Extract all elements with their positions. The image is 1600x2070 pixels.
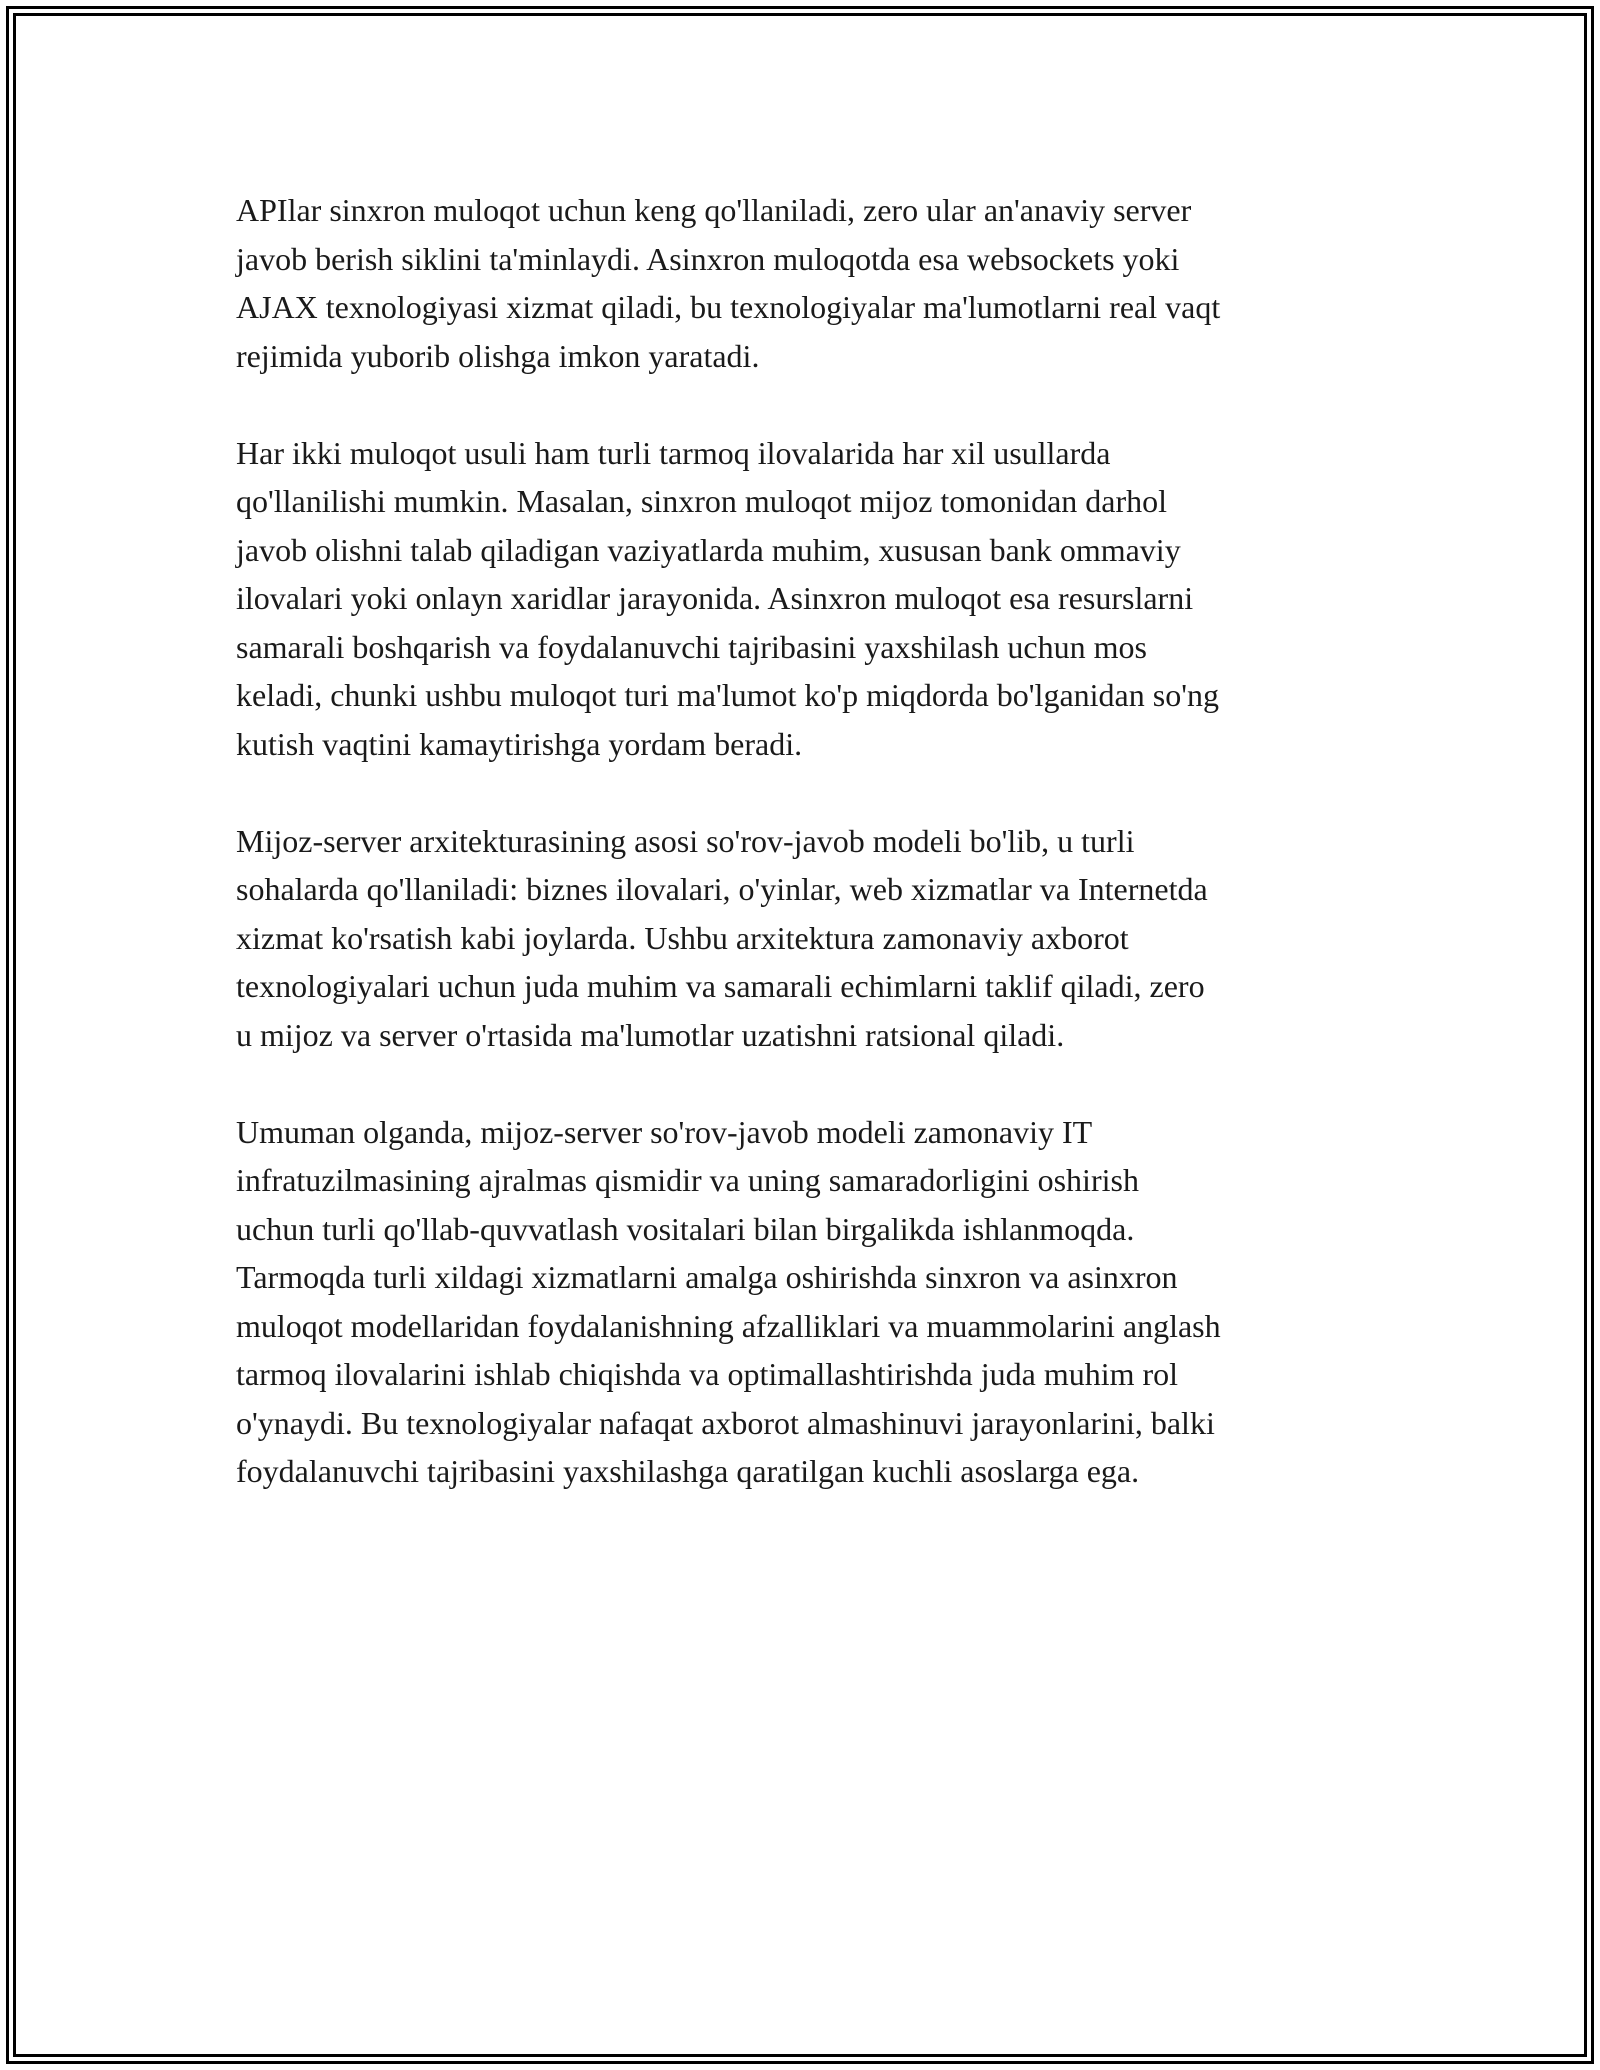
document-body: [236, 186, 1376, 1544]
text-line: ilovalari yoki onlayn xaridlar jarayonida. Asinxron muloqot esa resurslarni: [236, 580, 1194, 616]
text-line: javob berish siklini ta'minlaydi. Asinxron muloqotda esa websockets yoki: [236, 240, 1180, 277]
text-line: Har ikki muloqot usuli ham turli tarmoq ilovalarida har xil usullarda: [236, 434, 1111, 471]
text-line: Mijoz-server arxitekturasining asosi so'rov-javob modeli bo'lib, u turli: [236, 822, 1135, 859]
text-line: tarmoq ilovalarini ishlab chiqishda va optimallashtirishda juda muhim rol: [236, 1356, 1179, 1392]
paragraph-2: [236, 429, 1376, 769]
text-line: keladi, chunki ushbu muloqot turi ma'lumot ko'p miqdorda bo'lganidan so'ng: [236, 677, 1219, 713]
text-line: sohalarda qo'llaniladi: biznes ilovalari, o'yinlar, web xizmatlar va Internetda: [236, 871, 1208, 907]
text-line: rejimida yuborib olishga imkon yaratadi.: [236, 337, 760, 374]
text-line: o'ynaydi. Bu texnologiyalar nafaqat axborot almashinuvi jarayonlarini, balki: [236, 1404, 1215, 1441]
text-line: APIlar sinxron muloqot uchun keng qo'llaniladi, zero ular an'anaviy server: [236, 192, 1192, 228]
text-line: Umuman olganda, mijoz-server so'rov-javob modeli zamonaviy IT: [236, 1113, 1093, 1150]
text-line: xizmat ko'rsatish kabi joylarda. Ushbu arxitektura zamonaviy axborot: [236, 919, 1129, 956]
text-line: qo'llanilishi mumkin. Masalan, sinxron muloqot mijoz tomonidan darhol: [236, 483, 1168, 519]
text-line: kutish vaqtini kamaytirishga yordam beradi.: [236, 725, 803, 762]
text-line: javob olishni talab qiladigan vaziyatlarda muhim, xususan bank ommaviy: [236, 531, 1181, 568]
text-line: muloqot modellaridan foydalanishning afzalliklari va muammolarini anglash: [236, 1307, 1221, 1344]
paragraph-3: [236, 817, 1376, 1060]
text-line: uchun turli qo'llab-quvvatlash vositalari bilan birgalikda ishlanmoqda.: [236, 1210, 1135, 1247]
text-line: u mijoz va server o'rtasida ma'lumotlar uzatishni ratsional qiladi.: [236, 1016, 1065, 1053]
text-line: Tarmoqda turli xildagi xizmatlarni amalga oshirishda sinxron va asinxron: [236, 1259, 1178, 1295]
paragraph-1: [236, 186, 1376, 380]
text-line: infratuzilmasining ajralmas qismidir va uning samaradorligini oshirish: [236, 1162, 1139, 1198]
text-line: texnologiyalari uchun juda muhim va samarali echimlarni taklif qiladi, zero: [236, 968, 1205, 1004]
paragraph-4: [236, 1108, 1376, 1496]
text-line: AJAX texnologiyasi xizmat qiladi, bu texnologiyalar ma'lumotlarni real vaqt: [236, 289, 1221, 325]
text-line: samarali boshqarish va foydalanuvchi tajribasini yaxshilash uchun mos: [236, 628, 1147, 665]
text-line: foydalanuvchi tajribasini yaxshilashga qaratilgan kuchli asoslarga ega.: [236, 1453, 1140, 1489]
